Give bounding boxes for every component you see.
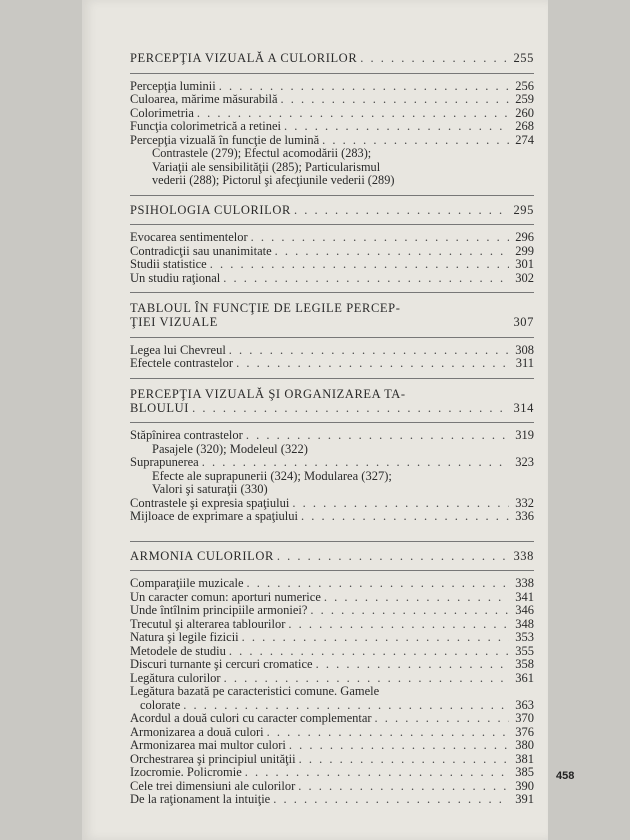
entry-page: 363 [515,697,534,712]
entry-title: Culoarea, mărime măsurabilă [130,92,278,106]
toc-entry [130,93,534,107]
entry-page: 296 [515,230,534,244]
toc-entry [130,631,534,645]
section-title: PERCEPŢIA VIZUALĂ ŞI ORGANIZAREA TA- [130,386,406,401]
toc-entry [130,456,534,470]
dot-leader [322,134,509,148]
entry-page: 268 [515,119,534,133]
toc-entry [130,766,534,780]
subentry-line: Valori şi saturaţii (330) [152,482,268,496]
dot-leader [316,658,509,672]
toc-entry [130,231,534,245]
toc-entry [130,793,534,807]
toc-entry [130,591,534,605]
dot-leader [197,107,509,121]
dot-leader [219,80,509,94]
entry-page: 319 [515,428,534,442]
book-page [82,0,575,840]
dot-leader [273,793,509,807]
dot-leader [301,510,509,524]
section-heading [130,387,534,416]
dot-leader [236,357,509,371]
entry-title: Colorimetria [130,105,194,120]
dot-leader [202,456,509,470]
dot-leader [192,402,509,416]
dot-leader [242,631,509,645]
toc-entry [130,134,534,148]
dot-leader [275,245,509,259]
section-page: 295 [513,202,534,217]
dot-leader [294,204,509,218]
section-page: 338 [513,548,534,563]
section-rule [130,195,534,196]
toc-entry [130,258,534,272]
subentry-line: Contrastele (279); Efectul acomodării (283); [152,146,372,160]
entry-title: Armonizarea mai multor culori [130,738,286,752]
dot-leader [360,52,509,66]
entry-title: Armonizarea a două culori [130,724,264,739]
entry-title: Unde întîlnim principiile armoniei? [130,603,308,617]
dot-leader [298,780,509,794]
dot-leader [183,699,509,713]
section-rule [130,378,534,379]
entry-page: 341 [515,589,534,604]
entry-title: Funcţia colorimetrică a retinei [130,119,281,133]
toc-entry [130,645,534,659]
entry-title: Natura şi legile fizicii [130,630,239,644]
table-of-contents [130,44,534,807]
entry-page: 259 [515,92,534,106]
section-heading [130,301,534,330]
dot-leader [251,231,509,245]
toc-entry [130,510,534,524]
toc-entry [130,618,534,632]
entry-title: Trecutul şi alterarea tablourilor [130,616,286,631]
entry-title: Percepţia vizuală în funcţie de lumină [130,132,320,147]
entry-title: Mijloace de exprimare a spaţiului [130,509,298,523]
entry-title: De la raţionament la intuiţie [130,792,271,806]
toc-entry [130,107,534,121]
toc-entry [130,658,534,672]
subentry-line: Variaţii ale sensibilităţii (285); Particularismul [152,159,381,174]
dot-leader [284,120,509,134]
entry-page: 301 [515,257,534,271]
entry-title: Legea lui Chevreul [130,342,226,357]
toc-entry-continued [130,699,534,713]
entry-title: Cele trei dimensiuni ale culorilor [130,778,296,793]
toc-entry [130,604,534,618]
dot-leader [375,712,509,726]
entry-title: Legătura culorilor [130,670,221,685]
section-heading [130,550,534,564]
section-rule [130,292,534,293]
section-title: TABLOUL ÎN FUNCŢIE DE LEGILE PERCEP- [130,301,401,315]
entry-page: 260 [515,105,534,120]
entry-page: 391 [515,792,534,806]
subentry-line: Pasajele (320); Modeleul (322) [152,441,308,456]
toc-entry [130,739,534,753]
dot-leader [229,645,509,659]
entry-title: Suprapunerea [130,455,199,469]
entry-title: Efectele contrastelor [130,356,234,370]
dot-leader [281,93,509,107]
section-title-continued: ŢIEI VIZUALE [130,315,218,329]
section-heading [130,204,534,218]
section-page: 255 [513,51,534,65]
entry-page: 323 [515,455,534,469]
toc-entry [130,753,534,767]
entry-title: Izocromie. Policromie [130,765,242,779]
entry-page: 381 [515,751,534,766]
entry-title: Legătura bazată pe caracteristici comune. Gamele [130,684,380,698]
entry-title: Un studiu raţional [130,270,221,285]
toc-entry [130,685,534,699]
page-number: 458 [556,770,575,782]
dot-leader [299,753,509,767]
entry-page: 348 [515,616,534,631]
dot-leader [246,429,509,443]
dot-leader [277,550,509,564]
toc-entry [130,497,534,511]
toc-entry [130,245,534,259]
entry-page: 353 [515,630,534,644]
entry-page: 390 [515,778,534,793]
toc-entry [130,577,534,591]
entry-title: Comparaţiile muzicale [130,576,244,590]
section-title: PERCEPŢIA VIZUALĂ A CULORILOR [130,51,358,65]
entry-page: 376 [515,724,534,739]
section-rule [130,541,534,542]
dot-leader [210,258,509,272]
entry-page: 336 [515,509,534,523]
toc-entry [130,80,534,94]
entry-title: Un caracter comun: aporturi numerice [130,589,321,604]
entry-title: Contrastele şi expresia spaţiului [130,495,290,510]
section-rule [130,224,534,225]
entry-title: Discuri turnante şi cercuri cromatice [130,657,313,671]
entry-page: 332 [515,495,534,510]
entry-title: Studii statistice [130,257,207,271]
entry-page: 311 [515,356,534,370]
toc-entry [130,120,534,134]
entry-title: Stăpînirea contrastelor [130,428,243,442]
section-rule [130,337,534,338]
section-heading [130,52,534,66]
section-rule [130,73,534,74]
dot-leader [324,591,509,605]
dot-leader [247,577,510,591]
toc-entry [130,726,534,740]
entry-title-continued: colorate [140,697,181,712]
dot-leader [229,344,509,358]
entry-title: Percepţia luminii [130,78,216,93]
entry-title: Metodele de studiu [130,643,226,658]
toc-entry [130,672,534,686]
section-page: 314 [513,400,534,415]
entry-page: 256 [515,78,534,93]
entry-page: 299 [515,243,534,258]
entry-page: 380 [515,738,534,752]
section-rule [130,422,534,423]
entry-page: 370 [515,711,534,725]
entry-page: 385 [515,765,534,779]
entry-page: 274 [515,132,534,147]
entry-page: 338 [515,576,534,590]
section-title: ARMONIA CULORILOR [130,548,274,563]
subentry-line: Efecte ale suprapunerii (324); Modularea (327); [152,468,392,483]
dot-leader [245,766,509,780]
entry-title: Acordul a două culori cu caracter complementar [130,711,372,725]
toc-entry [130,344,534,358]
dot-leader [224,672,509,686]
entry-page: 302 [515,270,534,285]
dot-leader [289,739,509,753]
section-title: PSIHOLOGIA CULORILOR [130,202,291,217]
section-page: 307 [513,315,534,329]
entry-title: Contradicţii sau unanimitate [130,243,272,258]
entry-page: 308 [515,342,534,357]
dot-leader [223,272,509,286]
subentry-line: vederii (288); Pictorul şi afecţiunile vederii (289) [152,173,395,187]
toc-entry [130,780,534,794]
dot-leader [310,604,509,618]
entry-page: 358 [515,657,534,671]
entry-page: 346 [515,603,534,617]
toc-entry [130,429,534,443]
dot-leader [288,618,509,632]
section-rule [130,570,534,571]
entry-title: Orchestrarea şi principiul unităţii [130,751,296,766]
toc-entry [130,357,534,371]
dot-leader [267,726,509,740]
entry-title: Evocarea sentimentelor [130,230,248,244]
entry-page: 355 [515,643,534,658]
toc-entry [130,272,534,286]
dot-leader [292,497,509,511]
toc-entry [130,712,534,726]
section-title-continued: BLOULUI [130,400,190,415]
entry-page: 361 [515,670,534,685]
